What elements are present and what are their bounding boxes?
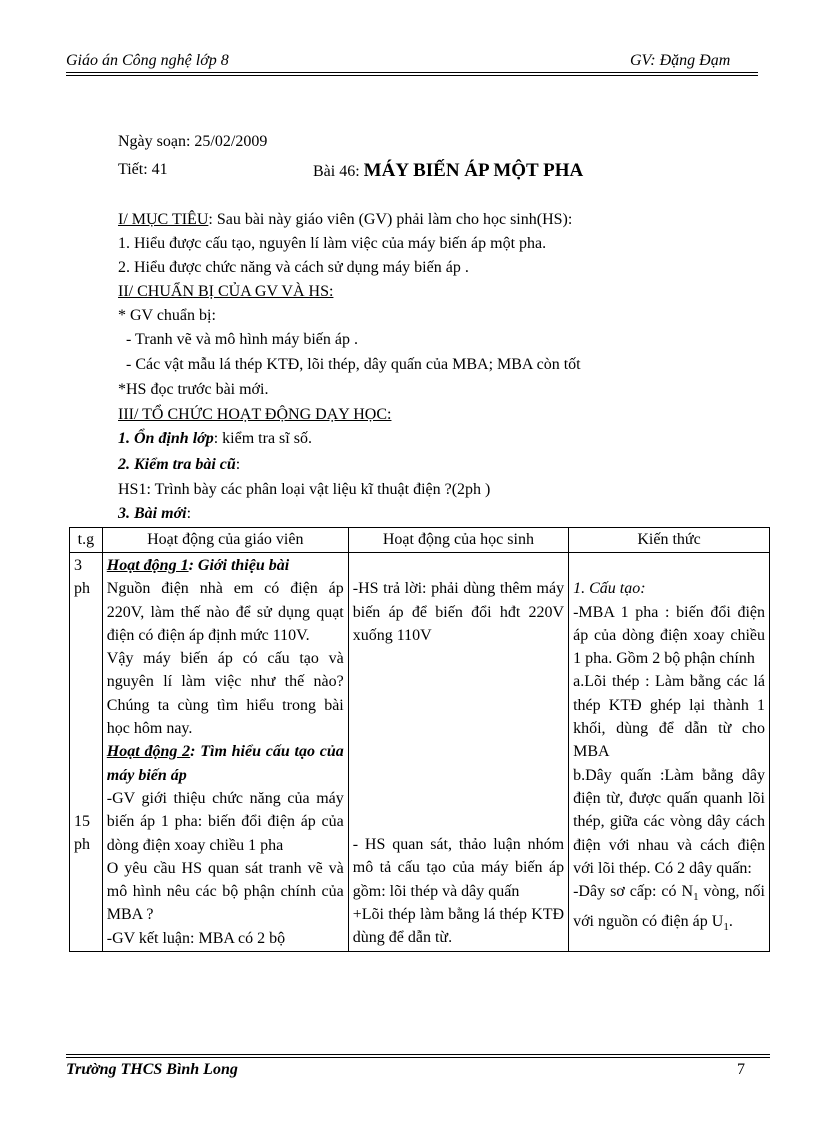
teacher-text: Nguồn điện nhà em có điện áp 220V, làm thế nào để sử dụng quạt điện có điện áp định mức 110V.	[106, 580, 344, 644]
preparation-line: - Các vật mẫu lá thép KTĐ, lõi thép, dây quấn của MBA; MBA còn tốt	[118, 356, 581, 373]
activity-2-title: : Tìm hiểu cấu tạo của máy biến áp	[106, 743, 344, 784]
student-activity-cell	[348, 553, 568, 952]
activity-1-label: Hoạt động 1	[106, 557, 189, 574]
objectives-heading: I/ MỤC TIÊU	[118, 211, 209, 228]
step-1-number: 1.	[118, 430, 134, 447]
header-rule	[66, 72, 758, 73]
step-2-text: :	[235, 456, 241, 473]
primary-winding-text: -Dây sơ cấp: có N	[573, 883, 694, 901]
teacher-text: O yêu cầu HS quan sát tranh vẽ và mô hình nêu các bộ phận chính của MBA ?	[106, 859, 344, 924]
knowledge-heading: 1. Cấu tạo:	[573, 580, 646, 598]
footer-rule	[66, 1054, 770, 1055]
column-header-student: Hoạt động của học sinh	[348, 528, 568, 553]
table-header-row	[70, 528, 770, 553]
student-text: - HS quan sát, thảo luận nhóm mô tả cấu tạo của máy biến áp gồm: lõi thép và dây quấn	[352, 836, 565, 900]
step-1-text: : kiểm tra sĩ số.	[213, 430, 312, 447]
activity-2-heading	[107, 740, 344, 787]
preparation-line: *HS đọc trước bài mới.	[118, 381, 269, 398]
lesson-title	[313, 160, 583, 182]
table-row	[70, 553, 770, 952]
footer-school: Trường THCS Bình Long	[66, 1061, 238, 1078]
column-header-teacher: Hoạt động của giáo viên	[102, 528, 348, 553]
lesson-plan-table	[69, 527, 770, 952]
column-header-knowledge: Kiến thức	[569, 528, 770, 553]
objectives-intro: : Sau bài này giáo viên (GV) phải làm cho học sinh(HS):	[208, 211, 573, 228]
knowledge-text	[573, 880, 765, 939]
step-3-label: Bài mới	[134, 505, 187, 522]
page-number: 7	[737, 1061, 745, 1078]
header-teacher: GV: Đặng Đạm	[630, 52, 731, 69]
step-1-label: Ổn định lớp	[134, 430, 214, 447]
knowledge-text: -MBA 1 pha : biến đổi điện áp của dòng điện xoay chiều 1 pha. Gồm 2 bộ phận chính	[573, 603, 765, 668]
teacher-text: Vậy máy biến áp có cấu tạo và nguyên lí làm việc như thế nào? Chúng ta cùng tìm hiểu trong bài học hôm nay.	[106, 650, 344, 738]
time-unit: ph	[74, 580, 90, 598]
knowledge-text: b.Dây quấn :Làm bằng dây điện từ, được quấn quanh lõi thép, giữa các vòng dây cách điện với nhau và cách điện với lõi thép. Có 2 dây quấn:	[573, 766, 765, 877]
objective-item: 2. Hiểu được chức năng và cách sử dụng máy biến áp .	[118, 259, 469, 276]
lesson-number: Bài 46:	[313, 163, 364, 180]
teacher-text: -GV kết luận: MBA có 2 bộ	[106, 929, 286, 947]
activity-2-label: Hoạt động 2	[106, 743, 191, 761]
time-value: 3	[74, 557, 82, 574]
date-line: Ngày soạn: 25/02/2009	[118, 133, 268, 150]
header-rule-double	[66, 75, 758, 76]
step-2	[118, 455, 240, 475]
step-3-text: :	[186, 505, 192, 522]
preparation-heading: II/ CHUẨN BỊ CỦA GV VÀ HS:	[118, 283, 334, 300]
activity-1-heading	[107, 554, 344, 577]
subscript: 1	[723, 920, 729, 933]
step-2-label: Kiểm tra bài cũ	[134, 456, 236, 473]
footer-rule-double	[66, 1057, 770, 1058]
subscript: 1	[693, 891, 699, 904]
lesson-name: MÁY BIẾN ÁP MỘT PHA	[363, 160, 584, 181]
step-2-number: 2.	[118, 456, 134, 473]
review-question: HS1: Trình bày các phân loại vật liệu kĩ thuật điện ?(2ph )	[118, 481, 491, 498]
preparation-line: * GV chuẩn bị:	[118, 307, 216, 324]
student-text: -HS trả lời: phải dùng thêm máy biến áp để biến đổi hđt 220V xuống 110V	[352, 580, 565, 644]
objective-item: 1. Hiểu được cấu tạo, nguyên lí làm việc của máy biến áp một pha.	[118, 235, 547, 252]
preparation-line: - Tranh vẽ và mô hình máy biến áp .	[118, 331, 358, 348]
column-header-time: t.g	[70, 528, 103, 553]
activity-1-title: : Giới thiệu bài	[188, 557, 290, 574]
time-cell	[70, 553, 103, 952]
objectives-line	[118, 210, 572, 230]
primary-winding-text-2: vòng, nối với nguồn có điện áp U	[573, 883, 765, 930]
step-1	[118, 429, 312, 449]
primary-winding-end: .	[728, 912, 733, 930]
step-3	[118, 504, 191, 524]
knowledge-text: a.Lõi thép : Làm bằng các lá thép KTĐ ghép lại thành 1 khối, dùng để dẫn từ cho MBA	[573, 673, 765, 761]
period-line: Tiết: 41	[118, 161, 168, 178]
time-unit: ph	[74, 835, 90, 853]
knowledge-cell	[569, 553, 770, 952]
activities-heading: III/ TỔ CHỨC HOẠT ĐỘNG DẠY HỌC:	[118, 406, 392, 423]
teacher-text: -GV giới thiệu chức năng của máy biến áp 1 pha: biến đổi điện áp của dòng điện xoay chiều 1 pha	[106, 789, 344, 854]
teacher-activity-cell	[102, 553, 348, 952]
student-text: +Lõi thép làm bằng lá thép KTĐ dùng để dẫn từ.	[352, 906, 565, 947]
time-value: 15	[74, 812, 90, 830]
header-course-title: Giáo án Công nghệ lớp 8	[66, 52, 229, 69]
step-3-number: 3.	[118, 505, 134, 522]
